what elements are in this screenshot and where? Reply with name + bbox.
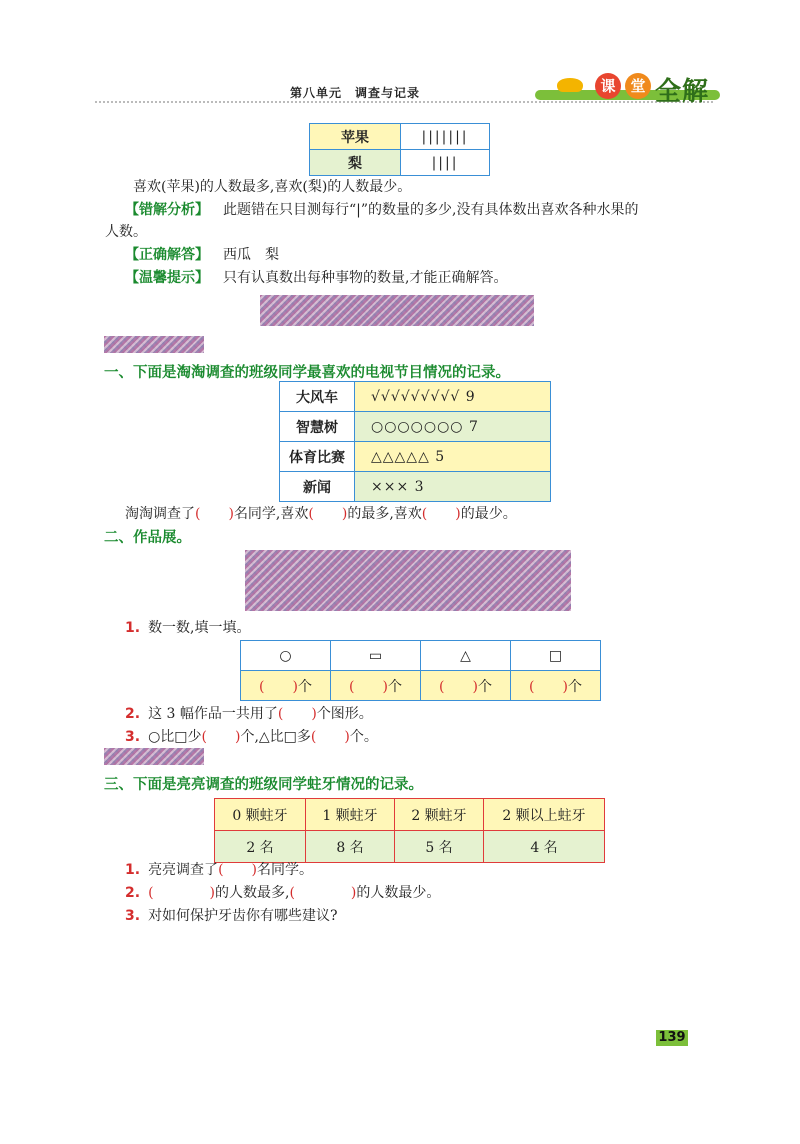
q3-item-2 <box>125 882 440 904</box>
fruit-tally-table <box>309 123 490 176</box>
question-2-title: 二、作品展。 <box>104 530 191 546</box>
question-1-sentence <box>125 503 517 525</box>
answer-blank[interactable]: ( ) <box>201 729 241 745</box>
shape-count-table <box>240 640 601 701</box>
tip-label: 【温馨提示】 <box>125 270 209 286</box>
program-marks-cell: ××× 3 <box>355 472 551 502</box>
tv-program-table <box>279 381 551 502</box>
triangle-icon: △ <box>421 641 511 671</box>
q3-item-1 <box>125 859 313 881</box>
answer-label: 【正确解答】 <box>125 247 209 263</box>
q2-item-2 <box>125 703 373 725</box>
fruit-name-cell: 梨 <box>310 150 401 176</box>
value-cell: 5 名 <box>395 831 484 863</box>
tip-line <box>125 267 507 289</box>
answer-blank[interactable]: ( ) <box>148 885 215 901</box>
sentence-text: 的最多,喜欢 <box>347 506 422 522</box>
obscured-image-band <box>260 295 534 326</box>
count-cell[interactable] <box>331 671 421 701</box>
answer-blank[interactable]: ( ) <box>349 678 388 695</box>
obscured-artwork-image <box>245 550 571 611</box>
table-row <box>280 442 551 472</box>
item-number: 1. <box>125 620 141 636</box>
unit-title: 第八单元 调查与记录 <box>290 86 421 100</box>
item-number: 1. <box>125 862 141 878</box>
item-text: 个。 <box>349 729 378 745</box>
program-name-cell: 智慧树 <box>280 412 355 442</box>
question-1-title: 一、下面是淘淘调查的班级同学最喜欢的电视节目情况的记录。 <box>104 365 510 381</box>
item-text: 的人数最多, <box>215 885 290 901</box>
q2-item-1 <box>125 617 251 639</box>
answer-blank[interactable]: ( ) <box>218 862 257 878</box>
sentence-text: 的最少。 <box>460 506 517 522</box>
unit-text: 个 <box>297 678 312 695</box>
table-row <box>215 799 605 831</box>
answer-blank[interactable]: ( ) <box>310 729 350 745</box>
logo-char-2: 堂 <box>625 73 651 99</box>
item-text: 个,△比□多 <box>240 729 311 745</box>
unit-text: 个 <box>477 678 492 695</box>
item-text: ○比□少 <box>148 729 202 745</box>
header-cell: 2 颗以上蛀牙 <box>484 799 605 831</box>
count-cell[interactable] <box>511 671 601 701</box>
square-icon: □ <box>511 641 601 671</box>
item-number: 2. <box>125 885 141 901</box>
logo-char-3: 全解 <box>655 77 710 107</box>
item-number: 3. <box>125 908 141 924</box>
answer-blank[interactable]: ( ) <box>421 506 461 522</box>
program-name-cell: 体育比赛 <box>280 442 355 472</box>
item-text: 名同学。 <box>257 862 313 878</box>
table-row <box>310 150 490 176</box>
rectangle-icon: ▭ <box>331 641 421 671</box>
item-number: 3. <box>125 729 141 745</box>
brand-logo <box>535 72 720 107</box>
value-cell: 4 名 <box>484 831 605 863</box>
answer-blank[interactable]: ( ) <box>259 678 298 695</box>
count-cell[interactable] <box>241 671 331 701</box>
bear-icon <box>557 78 583 92</box>
item-text: 这 3 幅作品一共用了 <box>148 706 278 722</box>
unit-text: 个 <box>567 678 582 695</box>
wrong-conclusion: 喜欢(苹果)的人数最多,喜欢(梨)的人数最少。 <box>133 179 412 195</box>
table-row <box>215 831 605 863</box>
fruit-tally-cell: |||| <box>401 150 490 176</box>
analysis-text-continued: 人数。 <box>105 224 147 240</box>
count-cell[interactable] <box>421 671 511 701</box>
logo-char-1: 课 <box>595 73 621 99</box>
circle-icon: ○ <box>241 641 331 671</box>
program-name-cell: 大风车 <box>280 382 355 412</box>
value-cell: 2 名 <box>215 831 306 863</box>
item-text: 亮亮调查了 <box>148 862 219 878</box>
answer-blank[interactable]: ( ) <box>439 678 478 695</box>
answer-blank[interactable]: ( ) <box>195 506 234 522</box>
q3-item-3 <box>125 905 338 927</box>
program-marks-cell: √√√√√√√√√ 9 <box>355 382 551 412</box>
item-text: 个图形。 <box>316 706 373 722</box>
sentence-text: 名同学,喜欢 <box>233 506 309 522</box>
answer-blank[interactable]: ( ) <box>308 506 348 522</box>
sentence-text: 淘淘调查了 <box>125 506 195 522</box>
tip-text: 只有认真数出每种事物的数量,才能正确解答。 <box>223 270 508 286</box>
table-row <box>280 472 551 502</box>
obscured-section-banner <box>104 748 204 765</box>
table-row <box>241 641 601 671</box>
answer-text: 西瓜 梨 <box>223 247 279 263</box>
answer-blank[interactable]: ( ) <box>289 885 357 901</box>
analysis-label: 【错解分析】 <box>125 202 209 218</box>
header-cell: 1 颗蛀牙 <box>306 799 395 831</box>
item-text: 数一数,填一填。 <box>148 620 251 636</box>
table-row <box>280 412 551 442</box>
correct-answer-line <box>125 244 279 266</box>
value-cell: 8 名 <box>306 831 395 863</box>
q2-item-3 <box>125 726 378 748</box>
answer-blank[interactable]: ( ) <box>529 678 568 695</box>
item-text: 对如何保护牙齿你有哪些建议? <box>148 908 338 924</box>
table-row <box>241 671 601 701</box>
cavity-table <box>214 798 605 863</box>
program-name-cell: 新闻 <box>280 472 355 502</box>
item-text: 的人数最少。 <box>356 885 441 901</box>
fruit-tally-cell: ||||||| <box>401 124 490 150</box>
table-row <box>280 382 551 412</box>
program-marks-cell: △△△△△ 5 <box>355 442 551 472</box>
unit-text: 个 <box>387 678 402 695</box>
answer-blank[interactable]: ( ) <box>277 706 317 722</box>
fruit-name-cell: 苹果 <box>310 124 401 150</box>
page-number: 139 <box>656 1030 688 1046</box>
table-row <box>310 124 490 150</box>
error-analysis-line <box>125 199 638 221</box>
program-marks-cell: ○○○○○○○ 7 <box>355 412 551 442</box>
item-number: 2. <box>125 706 141 722</box>
header-cell: 0 颗蛀牙 <box>215 799 306 831</box>
header-cell: 2 颗蛀牙 <box>395 799 484 831</box>
analysis-text: 此题错在只目测每行“|”的数量的多少,没有具体数出喜欢各种水果的 <box>223 202 639 218</box>
question-3-title: 三、下面是亮亮调查的班级同学蛀牙情况的记录。 <box>104 777 423 793</box>
obscured-section-banner <box>104 336 204 353</box>
